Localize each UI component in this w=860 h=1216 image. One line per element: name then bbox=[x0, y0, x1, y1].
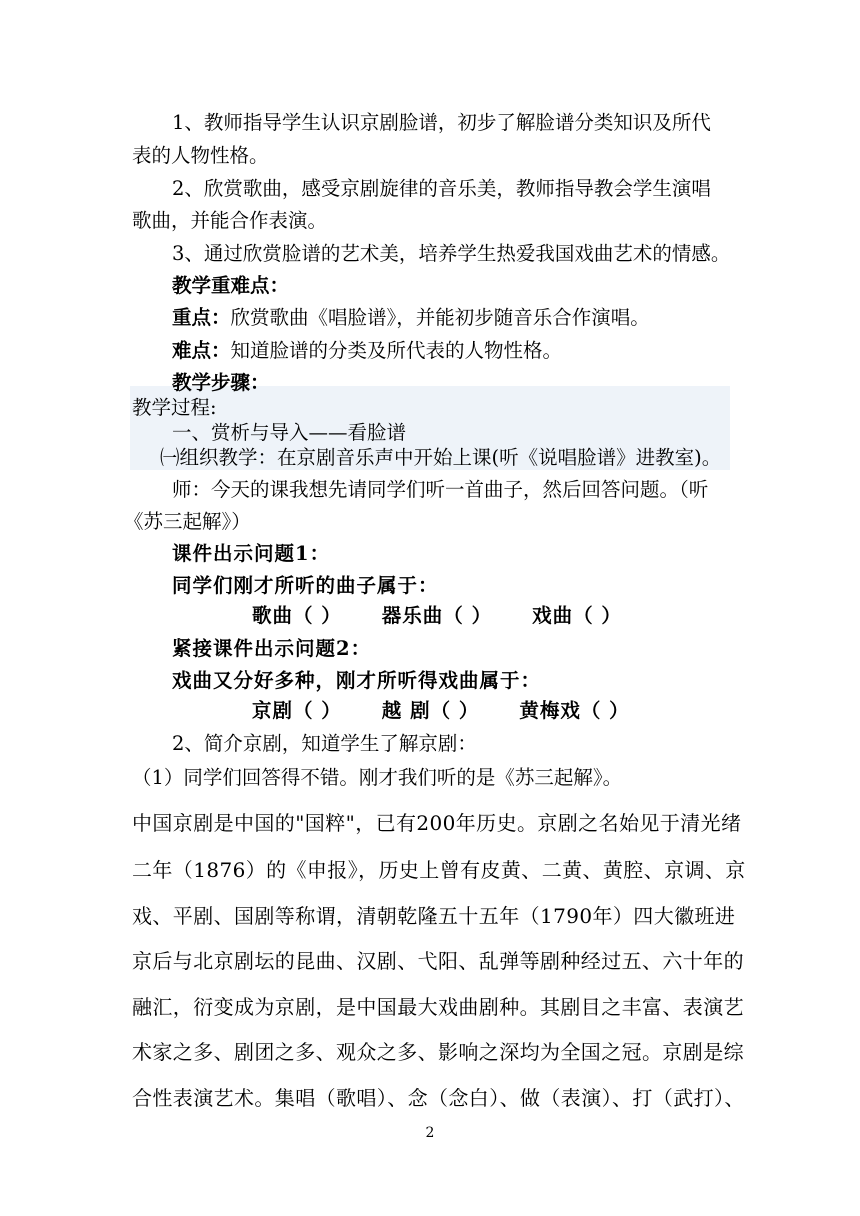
question-1-options bbox=[252, 603, 622, 629]
objective-3: 3、通过欣赏脸谱的艺术美，培养学生热爱我国戏曲艺术的情感。 bbox=[172, 242, 731, 265]
body-line-3: 戏、平剧、国剧等称谓，清朝乾隆五十五年（1790年）四大徽班进 bbox=[132, 904, 736, 928]
teacher-line-2: 《苏三起解》） bbox=[124, 510, 251, 533]
process-heading: 教学过程: bbox=[132, 396, 217, 419]
organize-teaching: ㈠组织教学：在京剧音乐声中开始上课(听《说唱脸谱》进教室)。 bbox=[160, 446, 722, 469]
option-yue-opera: 越 剧（ ） bbox=[381, 699, 480, 722]
key-point bbox=[172, 305, 650, 331]
difficulty-text: 知道脸谱的分类及所代表的人物性格。 bbox=[230, 339, 563, 362]
objective-1-line-1: 1、教师指导学生认识京剧脸谱，初步了解脸谱分类知识及所代 bbox=[172, 111, 711, 134]
question-1-title: 课件出示问题1： bbox=[172, 542, 331, 565]
objective-2-line-2: 歌曲，并能合作表演。 bbox=[132, 209, 328, 232]
body-line-2: 二年（1876）的《申报》，历史上曾有皮黄、二黄、黄腔、京调、京 bbox=[132, 858, 746, 882]
question-2-options bbox=[252, 698, 630, 724]
key-difficulty-heading: 教学重难点： bbox=[172, 274, 290, 297]
objective-1-line-2: 表的人物性格。 bbox=[132, 144, 269, 167]
steps-heading: 教学步骤： bbox=[172, 371, 270, 394]
option-song: 歌曲（ ） bbox=[252, 604, 342, 627]
body-line-5: 融汇，衍变成为京剧，是中国最大戏曲剧种。其剧目之丰富、表演艺 bbox=[132, 995, 744, 1019]
page-number: 2 bbox=[425, 1125, 435, 1141]
intro-peking-opera: 2、简介京剧，知道学生了解京剧： bbox=[172, 732, 477, 755]
option-instrumental: 器乐曲（ ） bbox=[381, 604, 493, 627]
question-2-prompt: 戏曲又分好多种，刚才所听得戏曲属于： bbox=[172, 669, 542, 692]
option-peking-opera: 京剧（ ） bbox=[252, 699, 342, 722]
key-point-text: 欣赏歌曲《唱脸谱》，并能初步随音乐合作演唱。 bbox=[230, 306, 650, 329]
question-2-title: 紧接课件出示问题2： bbox=[172, 637, 372, 660]
option-huangmei-opera: 黄梅戏（ ） bbox=[519, 699, 630, 722]
section-1-title: 一、赏析与导入——看脸谱 bbox=[172, 421, 407, 444]
option-opera: 戏曲（ ） bbox=[532, 604, 622, 627]
body-line-1: 中国京剧是中国的"国粹"，已有200年历史。京剧之名始见于清光绪 bbox=[132, 811, 742, 835]
question-1-prompt: 同学们刚才所听的曲子属于： bbox=[172, 574, 439, 597]
teacher-line-1: 师：今天的课我想先请同学们听一首曲子，然后回答问题。（听 bbox=[172, 478, 709, 501]
student-answer: （1）同学们回答得不错。刚才我们听的是《苏三起解》。 bbox=[132, 766, 623, 789]
body-line-4: 京后与北京剧坛的昆曲、汉剧、弋阳、乱弹等剧种经过五、六十年的 bbox=[132, 949, 744, 973]
key-point-label: 重点： bbox=[172, 306, 231, 329]
body-line-6: 术家之多、剧团之多、观众之多、影响之深均为全国之冠。京剧是综 bbox=[132, 1040, 744, 1064]
body-line-7: 合性表演艺术。集唱（歌唱）、念（念白）、做（表演）、打（武打）、 bbox=[132, 1086, 745, 1110]
difficulty-label: 难点： bbox=[172, 339, 231, 362]
objective-2-line-1: 2、欣赏歌曲，感受京剧旋律的音乐美，教师指导教会学生演唱 bbox=[172, 177, 711, 200]
difficulty-point bbox=[172, 338, 562, 364]
